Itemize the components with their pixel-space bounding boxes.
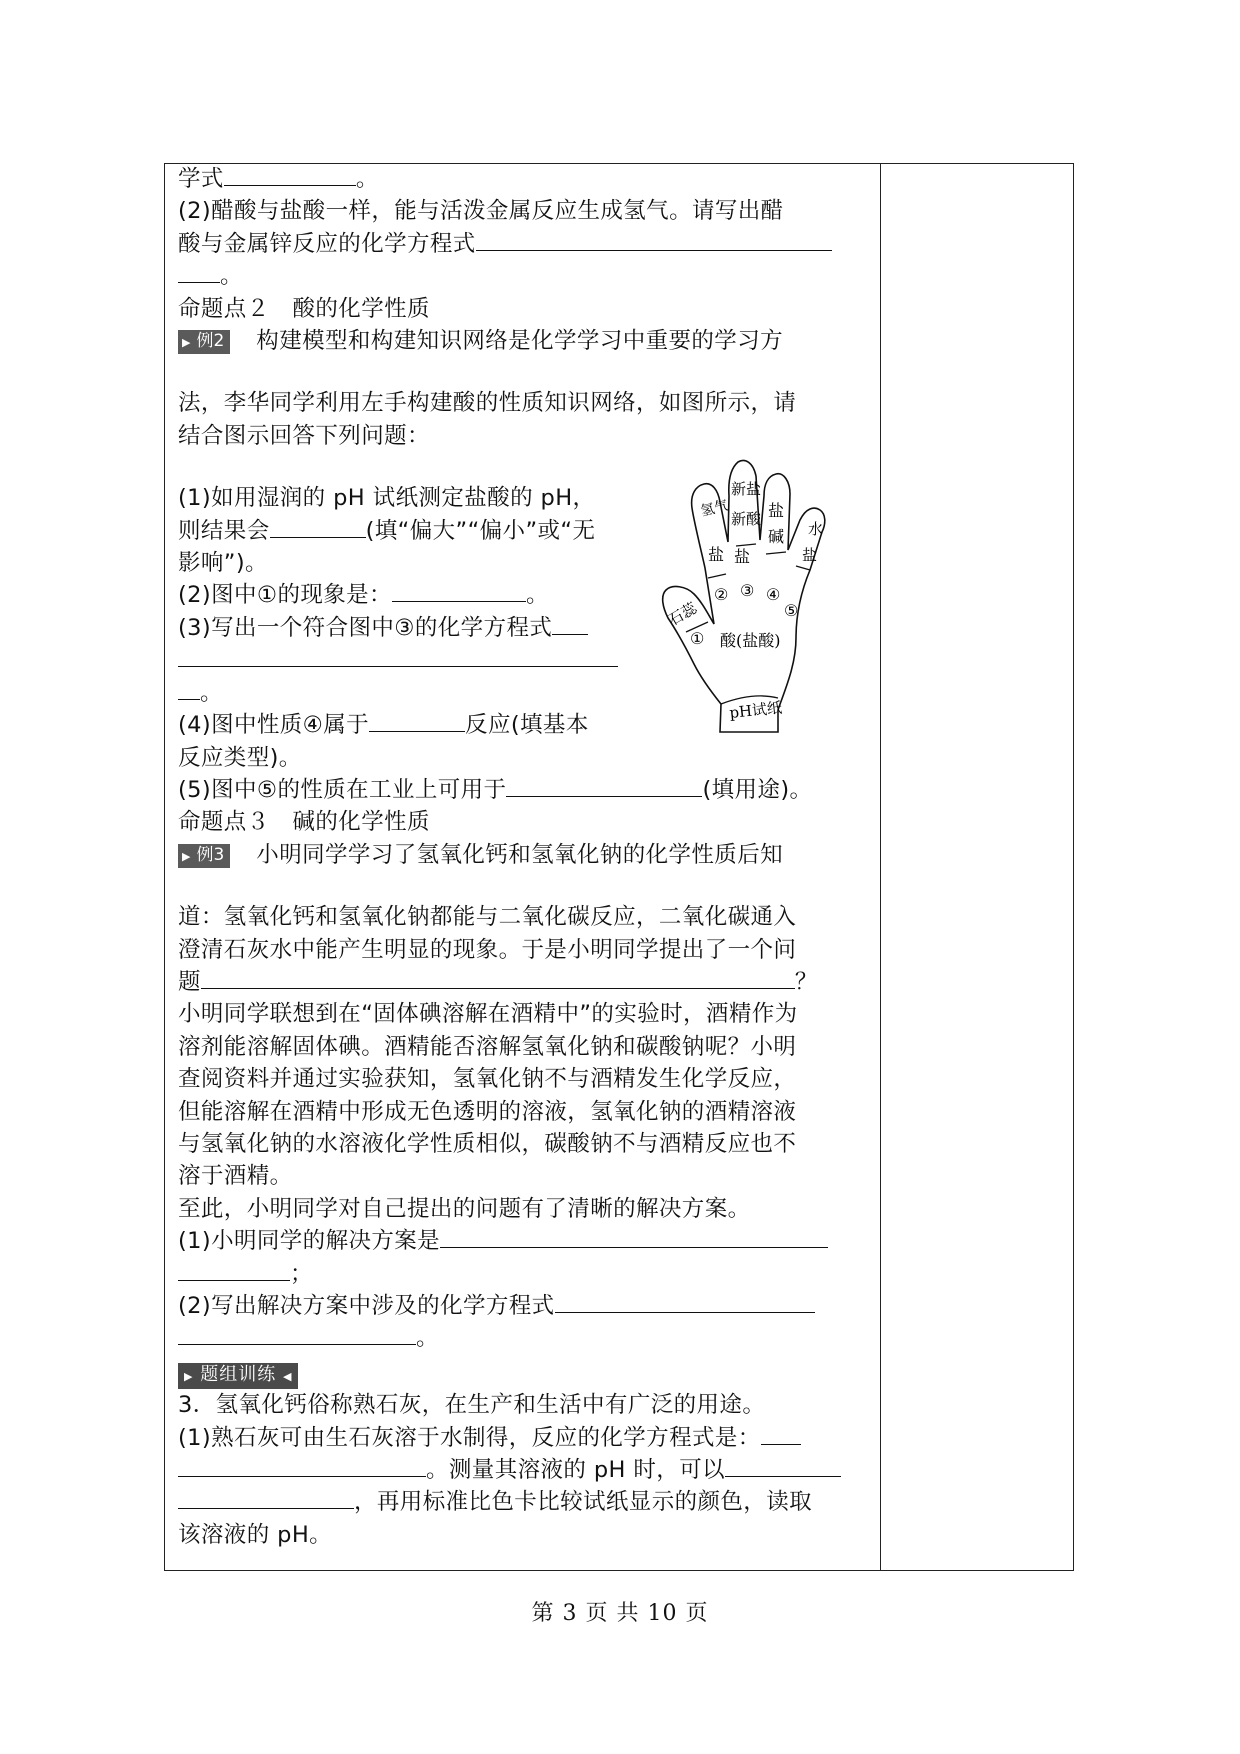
line bbox=[178, 1486, 870, 1518]
marker-3: ③ bbox=[740, 581, 755, 600]
finger5-label-a: 水 bbox=[808, 520, 824, 538]
text: (3)写出一个符合图中③的化学方程式 bbox=[178, 614, 553, 641]
play-icon: ▶ bbox=[184, 1369, 194, 1383]
play-icon: ▶ bbox=[182, 336, 191, 350]
line: 结合图示回答下列问题： bbox=[178, 422, 430, 449]
text: 则结果会 bbox=[178, 517, 270, 544]
line bbox=[178, 515, 648, 547]
questions-with-figure bbox=[178, 482, 648, 774]
answer-blank[interactable] bbox=[224, 163, 356, 186]
text: (2)写出解决方案中涉及的化学方程式 bbox=[178, 1293, 555, 1319]
page-footer: 第 3 页 共 10 页 bbox=[531, 1601, 709, 1626]
line: (2)醋酸与盐酸一样，能与活泼金属反应生成氢气。请写出醋 bbox=[178, 198, 784, 225]
answer-blank[interactable] bbox=[270, 515, 366, 538]
line: 查阅资料并通过实验获知，氢氧化钠不与酒精发生化学反应， bbox=[178, 1066, 797, 1093]
answer-blank[interactable] bbox=[725, 1454, 841, 1477]
finger4-label-b: 碱 bbox=[768, 527, 785, 546]
line bbox=[178, 839, 870, 871]
line bbox=[178, 1322, 870, 1354]
line: 3．氢氧化钙俗称熟石灰，在生产和生活中有广泛的用途。 bbox=[178, 1392, 766, 1419]
text: 。 bbox=[200, 679, 223, 706]
line: 溶剂能溶解固体碘。酒精能否溶解氢氧化钠和碳酸钠呢？小明 bbox=[178, 1033, 797, 1060]
practice-bar bbox=[178, 1363, 298, 1389]
finger3-label-c: 盐 bbox=[734, 547, 751, 566]
line bbox=[178, 260, 870, 292]
example-tag bbox=[178, 844, 230, 868]
text: 。测量其溶液的 pH 时，可以 bbox=[426, 1457, 726, 1484]
line bbox=[178, 325, 870, 357]
line: (1)如用湿润的 pH 试纸测定盐酸的 pH， bbox=[178, 485, 596, 512]
answer-blank[interactable] bbox=[201, 966, 795, 989]
line: 至此，小明同学对自己提出的问题有了清晰的解决方案。 bbox=[178, 1195, 751, 1222]
answer-blank[interactable] bbox=[506, 774, 702, 797]
marker-1: ① bbox=[690, 629, 705, 648]
finger2-label-a: 氢气 bbox=[699, 497, 731, 520]
finger4-label-a: 盐 bbox=[768, 501, 785, 520]
finger3-label-b: 新酸 bbox=[731, 510, 762, 528]
line bbox=[178, 774, 870, 806]
text: 。 bbox=[355, 166, 379, 192]
text: 酸与金属锌反应的化学方程式 bbox=[178, 230, 476, 257]
answer-blank[interactable] bbox=[178, 1258, 290, 1281]
text: 构建模型和构建知识网络是化学学习中重要的学习方 bbox=[256, 328, 783, 355]
marker-2: ② bbox=[714, 585, 729, 604]
play-icon: ▶ bbox=[182, 849, 191, 863]
line bbox=[178, 579, 648, 611]
text: 题 bbox=[178, 968, 201, 995]
text: 例3 bbox=[196, 844, 225, 865]
answer-blank[interactable] bbox=[178, 260, 220, 283]
finger5-label-b: 盐 bbox=[802, 546, 818, 564]
text: (5)图中⑤的性质在工业上可用于 bbox=[178, 776, 507, 803]
line bbox=[178, 228, 870, 260]
line: 影响”)。 bbox=[178, 550, 268, 577]
answer-blank[interactable] bbox=[555, 1290, 815, 1313]
text: ？ bbox=[794, 968, 818, 995]
marker-5: ⑤ bbox=[784, 601, 799, 620]
text: 例2 bbox=[196, 331, 225, 352]
answer-blank[interactable] bbox=[440, 1225, 828, 1248]
text: 学式 bbox=[178, 166, 224, 192]
line: 法，李华同学利用左手构建酸的性质知识网络，如图所示，请 bbox=[178, 390, 797, 417]
text: (1)小明同学的解决方案是 bbox=[178, 1228, 441, 1255]
text: 小明同学学习了氢氧化钙和氢氧化钠的化学性质后知 bbox=[256, 841, 783, 868]
text: (填用途)。 bbox=[702, 776, 813, 803]
text: ，再用标准比色卡比较试纸显示的颜色，读取 bbox=[354, 1489, 813, 1516]
line: 与氢氧化钠的水溶液化学性质相似，碳酸钠不与酒精反应也不 bbox=[178, 1130, 797, 1157]
answer-blank[interactable] bbox=[178, 1322, 416, 1345]
finger1-label: 石蕊 bbox=[665, 598, 700, 630]
text: 。 bbox=[416, 1325, 439, 1352]
line: 但能溶解在酒精中形成无色透明的溶液，氢氧化钠的酒精溶液 bbox=[178, 1098, 797, 1125]
line bbox=[178, 1225, 870, 1257]
text: ； bbox=[290, 1260, 313, 1287]
back-icon: ◀ bbox=[282, 1369, 293, 1383]
line: 澄清石灰水中能产生明显的现象。于是小明同学提出了一个问 bbox=[178, 936, 797, 963]
text: (2)图中①的现象是： bbox=[178, 582, 392, 609]
line bbox=[178, 612, 648, 644]
finger3-label-a: 新盐 bbox=[731, 480, 762, 498]
text: (4)图中性质④属于 bbox=[178, 712, 370, 739]
wrist-label: pH试纸 bbox=[728, 698, 783, 722]
column-divider bbox=[880, 163, 881, 1571]
line: 小明同学联想到在“固体碘溶解在酒精中”的实验时，酒精作为 bbox=[178, 1001, 798, 1028]
text: 。 bbox=[525, 582, 549, 609]
line bbox=[178, 1357, 870, 1389]
answer-blank[interactable] bbox=[761, 1422, 801, 1445]
question-content bbox=[178, 163, 870, 1551]
line bbox=[178, 1454, 870, 1486]
text: (填“偏大”“偏小”或“无 bbox=[365, 517, 596, 544]
answer-blank[interactable] bbox=[178, 1486, 354, 1509]
answer-blank[interactable] bbox=[178, 1454, 426, 1477]
text: (1)熟石灰可由生石灰溶于水制得，反应的化学方程式是： bbox=[178, 1424, 761, 1451]
line bbox=[178, 644, 648, 676]
line bbox=[178, 966, 870, 998]
text: 题组训练 bbox=[200, 1363, 277, 1385]
line bbox=[178, 1422, 870, 1454]
line bbox=[178, 1290, 870, 1322]
answer-blank[interactable] bbox=[552, 612, 588, 635]
line bbox=[178, 1258, 870, 1290]
answer-blank[interactable] bbox=[392, 579, 526, 602]
answer-blank[interactable] bbox=[369, 709, 465, 732]
finger2-label-b: 盐 bbox=[708, 545, 725, 564]
line bbox=[178, 677, 648, 709]
example-tag bbox=[178, 330, 230, 354]
line bbox=[178, 709, 648, 741]
line: 反应类型)。 bbox=[178, 744, 302, 771]
line: 该溶液的 pH。 bbox=[178, 1521, 333, 1548]
line bbox=[178, 163, 870, 195]
palm-label: 酸(盐酸) bbox=[720, 631, 781, 650]
answer-blank[interactable] bbox=[178, 644, 618, 667]
text: 。 bbox=[220, 263, 243, 290]
hand-diagram bbox=[650, 458, 880, 750]
line: 道：氢氧化钙和氢氧化钠都能与二氧化碳反应，二氧化碳通入 bbox=[178, 904, 797, 931]
line: 溶于酒精。 bbox=[178, 1163, 293, 1190]
section-heading: 命题点３ 碱的化学性质 bbox=[178, 809, 430, 836]
text: 反应(填基本 bbox=[465, 712, 589, 739]
answer-blank[interactable] bbox=[178, 677, 200, 700]
answer-blank[interactable] bbox=[476, 228, 832, 251]
section-heading: 命题点２ 酸的化学性质 bbox=[178, 295, 430, 322]
marker-4: ④ bbox=[766, 585, 781, 604]
